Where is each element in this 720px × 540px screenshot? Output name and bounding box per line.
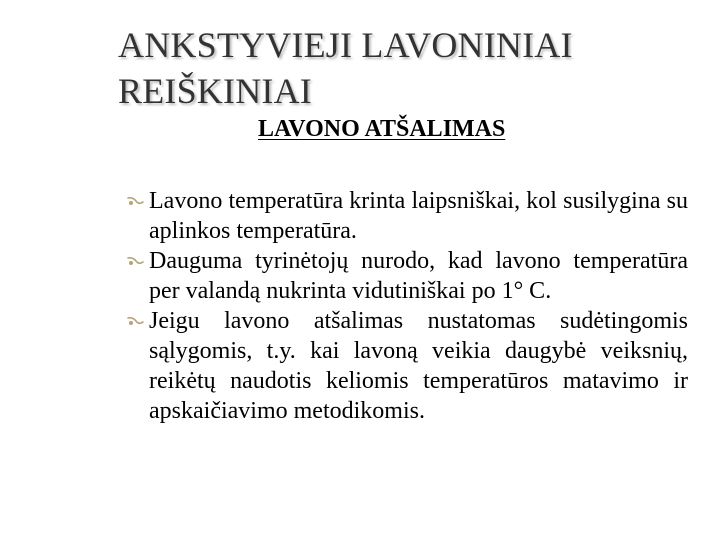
bullet-text-2: Dauguma tyrinėtojų nurodo, kad lavono temperatūra per valandą nukrinta vidutiniškai po 1° C. xyxy=(149,248,688,304)
bullet-text-3: Jeigu lavono atšalimas nustatomas sudėtingomis sąlygomis, t.y. kai lavoną veikia daugybė veiksnių, reikėtų naudotis keliomis temperatūros matavimo ir apskaičiavimo metodikomis. xyxy=(149,308,688,424)
curl-bullet-icon xyxy=(127,196,144,208)
slide-subtitle: LAVONO ATŠALIMAS xyxy=(258,116,506,142)
slide-title xyxy=(118,22,698,114)
bullet-list xyxy=(127,186,688,426)
bullet-item-3 xyxy=(127,306,688,426)
slide-title-line-1: ANKSTYVIEJI LAVONINIAI xyxy=(118,25,573,65)
bullet-text-1: Lavono temperatūra krinta laipsniškai, kol susilygina su aplinkos temperatūra. xyxy=(149,188,688,244)
slide-title-line-2: REIŠKINIAI xyxy=(118,71,312,111)
bullet-item-2 xyxy=(127,246,688,306)
bullet-item-1 xyxy=(127,186,688,246)
curl-bullet-icon xyxy=(127,316,144,328)
curl-bullet-icon xyxy=(127,256,144,268)
